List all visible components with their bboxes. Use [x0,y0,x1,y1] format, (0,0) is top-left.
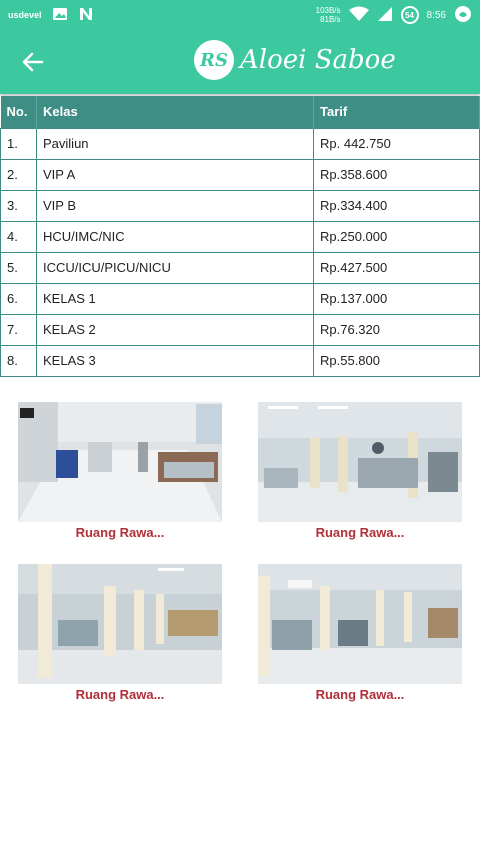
room-photo [18,402,222,522]
header-no: No. [1,96,37,128]
brand [194,40,396,80]
cell-tarif: Rp.250.000 [314,221,480,252]
app-notification-icon [454,5,472,26]
cell-tarif: Rp.334.400 [314,190,480,221]
table-row [1,221,480,252]
cell-tarif: Rp.427.500 [314,252,480,283]
image-notification-icon [52,7,68,24]
room-photo [258,402,462,522]
cell-tarif: Rp.137.000 [314,283,480,314]
app-title: Aloei Saboe [240,45,396,75]
cell-tarif: Rp. 442.750 [314,128,480,159]
cell-kelas: Paviliun [37,128,314,159]
table-row [1,314,480,345]
arrow-left-icon [22,52,44,72]
status-bar [0,0,480,30]
room-card[interactable] [18,564,222,702]
table-row [1,283,480,314]
back-button[interactable] [18,48,48,76]
room-caption: Ruang Rawa... [75,525,165,540]
tariff-table [0,96,480,377]
cell-tarif: Rp.55.800 [314,345,480,376]
room-caption: Ruang Rawa... [315,687,405,702]
cell-kelas: ICCU/ICU/PICU/NICU [37,252,314,283]
clock: 8:56 [426,9,446,21]
tariff-table-container [0,96,480,377]
cell-kelas: KELAS 3 [37,345,314,376]
cell-kelas: VIP B [37,190,314,221]
app-bar [0,30,480,94]
cell-kelas: KELAS 1 [37,283,314,314]
cell-kelas: HCU/IMC/NIC [37,221,314,252]
table-row [1,159,480,190]
cell-no: 6. [1,283,37,314]
cell-no: 7. [1,314,37,345]
signal-icon [377,6,393,25]
cell-kelas: VIP A [37,159,314,190]
cell-no: 3. [1,190,37,221]
table-row [1,190,480,221]
cell-no: 8. [1,345,37,376]
cell-tarif: Rp.358.600 [314,159,480,190]
table-row [1,252,480,283]
room-photo [258,564,462,684]
room-card[interactable] [258,564,462,702]
network-speed: 103B/s 81B/s [315,6,341,24]
table-row [1,345,480,376]
cell-no: 4. [1,221,37,252]
room-caption: Ruang Rawa... [75,687,165,702]
cell-no: 5. [1,252,37,283]
room-caption: Ruang Rawa... [315,525,405,540]
cell-no: 1. [1,128,37,159]
cell-tarif: Rp.76.320 [314,314,480,345]
battery-icon: 54 [401,6,419,24]
brand-logo: RS [194,40,234,80]
header-kelas: Kelas [37,96,314,128]
table-row [1,128,480,159]
room-photo [18,564,222,684]
room-card[interactable] [18,402,222,540]
table-header-row [1,96,480,128]
cell-kelas: KELAS 2 [37,314,314,345]
n-notification-icon [78,7,94,24]
carrier-label: usdevel [8,10,42,20]
cell-no: 2. [1,159,37,190]
wifi-icon [349,6,369,25]
header-tarif: Tarif [314,96,480,128]
room-card[interactable] [258,402,462,540]
